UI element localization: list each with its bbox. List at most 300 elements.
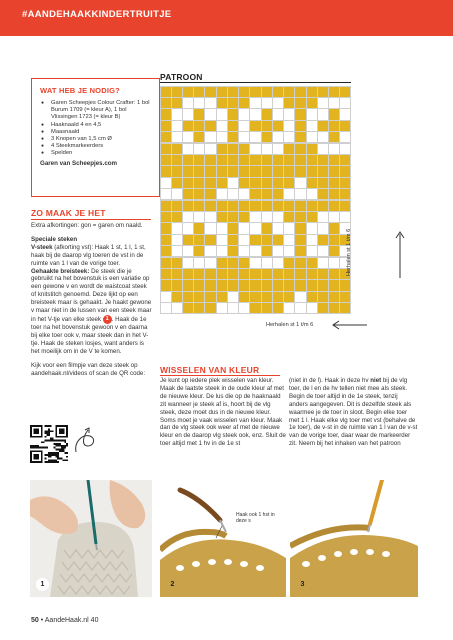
pattern-cell [194, 166, 204, 176]
pattern-cell [340, 212, 350, 222]
pattern-cell [273, 246, 283, 256]
pattern-cell [307, 292, 317, 302]
pattern-cell [217, 235, 227, 245]
pattern-cell [183, 121, 193, 131]
pattern-cell [295, 155, 305, 165]
pattern-cell [262, 303, 272, 313]
pattern-cell [228, 98, 238, 108]
pattern-cell [172, 132, 182, 142]
pattern-cell [295, 280, 305, 290]
pattern-cell [194, 87, 204, 97]
pattern-cell [273, 269, 283, 279]
pattern-cell [273, 155, 283, 165]
pattern-cell [340, 87, 350, 97]
pattern-cell [172, 235, 182, 245]
pattern-cell [228, 269, 238, 279]
materials-title: WAT HEB JE NODIG? [40, 86, 120, 95]
pattern-cell [295, 303, 305, 313]
pattern-cell [194, 155, 204, 165]
pattern-cell [217, 212, 227, 222]
color-change-col1: Je kunt op iedere plek wisselen van kleur. Maak de laatste steek in de oude kleur af met de nieuwe kleur. De lus die op de haaknaald zit wanneer je steek af is, hoort bij de vlg steek, deze moet dus in de nieuwe kleur. Soms moet je vaak wisselen van kleur. Maak dan de vlg steek ook weer af met de nieuwe kleur en de daarop vlg steek ook, enz. Sluit de toer altijd met 1 hv in de 1e st [160, 377, 286, 448]
materials-brand: Garen van Scheepjes.com [40, 159, 118, 167]
pattern-cell [273, 258, 283, 268]
pattern-cell [329, 201, 339, 211]
pattern-cell [329, 166, 339, 176]
pattern-cell [262, 280, 272, 290]
pattern-cell [295, 246, 305, 256]
pattern-cell [262, 235, 272, 245]
pattern-cell [228, 280, 238, 290]
pattern-cell [284, 189, 294, 199]
pattern-cell [172, 303, 182, 313]
pattern-cell [295, 292, 305, 302]
pattern-cell [307, 235, 317, 245]
pattern-cell [239, 166, 249, 176]
pattern-cell [273, 109, 283, 119]
pattern-cell [250, 280, 260, 290]
pattern-cell [307, 155, 317, 165]
pattern-cell [307, 121, 317, 131]
pattern-cell [284, 212, 294, 222]
pattern-cell [318, 189, 328, 199]
pattern-cell [239, 280, 249, 290]
pattern-cell [273, 223, 283, 233]
pattern-cell [183, 258, 193, 268]
pattern-cell [205, 292, 215, 302]
pattern-cell [250, 189, 260, 199]
list-item: ● Spelden [40, 150, 153, 157]
pattern-cell [205, 109, 215, 119]
pattern-cell [273, 166, 283, 176]
pattern-cell [183, 189, 193, 199]
pattern-cell [329, 269, 339, 279]
pattern-cell [183, 223, 193, 233]
pattern-cell [217, 98, 227, 108]
pattern-cell [194, 189, 204, 199]
pattern-cell [307, 144, 317, 154]
pattern-cell [161, 132, 171, 142]
how-to-text [31, 222, 153, 377]
vsteek-label: V-steek [31, 243, 53, 251]
how-to-divider [31, 219, 151, 220]
video-paragraph: Kijk voor een filmpje van deze steek op aandehaak.nl/videos of scan de QR code: [31, 361, 146, 377]
pattern-cell [205, 166, 215, 176]
pattern-cell [194, 109, 204, 119]
pattern-cell [217, 132, 227, 142]
pattern-cell [284, 109, 294, 119]
pattern-cell [262, 144, 272, 154]
pattern-cell [262, 132, 272, 142]
pattern-cell [161, 178, 171, 188]
pattern-cell [284, 144, 294, 154]
pattern-cell [250, 144, 260, 154]
photo-2 [160, 480, 286, 597]
pattern-cell [217, 303, 227, 313]
pattern-cell [228, 166, 238, 176]
pattern-cell [172, 178, 182, 188]
pattern-cell [340, 144, 350, 154]
pattern-cell [161, 246, 171, 256]
pattern-cell [329, 87, 339, 97]
pattern-cell [295, 166, 305, 176]
pattern-cell [161, 303, 171, 313]
pattern-cell [318, 166, 328, 176]
pattern-cell [183, 246, 193, 256]
pattern-cell [161, 223, 171, 233]
pattern-cell [262, 258, 272, 268]
pattern-cell [250, 212, 260, 222]
pattern-cell [329, 178, 339, 188]
photo-3-number: 3 [300, 581, 305, 588]
pattern-cell [172, 189, 182, 199]
pattern-cell [228, 258, 238, 268]
pattern-cell [239, 292, 249, 302]
pattern-cell [307, 223, 317, 233]
pattern-cell [183, 166, 193, 176]
pattern-cell [217, 246, 227, 256]
pattern-cell [318, 121, 328, 131]
pattern-cell [329, 246, 339, 256]
pattern-cell [217, 280, 227, 290]
pattern-cell [262, 98, 272, 108]
pattern-cell [239, 132, 249, 142]
color-change-divider [160, 375, 280, 376]
pattern-cell [262, 155, 272, 165]
pattern-cell [273, 235, 283, 245]
pattern-cell [295, 109, 305, 119]
photo-1-illustration [30, 480, 152, 597]
pattern-cell [194, 235, 204, 245]
pattern-cell [239, 121, 249, 131]
pattern-cell [340, 155, 350, 165]
pattern-cell [205, 155, 215, 165]
pattern-cell [262, 269, 272, 279]
pattern-cell [239, 189, 249, 199]
vsteek-paragraph [31, 244, 153, 268]
pattern-cell [273, 178, 283, 188]
pattern-cell [329, 144, 339, 154]
pattern-cell [228, 223, 238, 233]
pattern-cell [250, 178, 260, 188]
pattern-cell [318, 246, 328, 256]
qr-code-icon[interactable] [30, 425, 68, 463]
pattern-cell [318, 235, 328, 245]
pattern-cell [284, 166, 294, 176]
pattern-cell [161, 121, 171, 131]
pattern-cell [273, 98, 283, 108]
pattern-cell [307, 212, 317, 222]
photo-2-note: Haak ook 1 hst in deze s [236, 512, 275, 524]
col2-text-a: (niet in de l). Haak in deze hv [289, 377, 371, 384]
pattern-cell [284, 235, 294, 245]
pattern-cell [307, 269, 317, 279]
pattern-cell [194, 292, 204, 302]
pattern-cell [295, 132, 305, 142]
pattern-cell [284, 201, 294, 211]
pattern-cell [239, 109, 249, 119]
pattern-cell [262, 109, 272, 119]
pattern-cell [205, 189, 215, 199]
pattern-cell [318, 132, 328, 142]
pattern-cell [228, 292, 238, 302]
pattern-cell [284, 223, 294, 233]
pattern-cell [340, 189, 350, 199]
pattern-cell [318, 269, 328, 279]
pattern-cell [194, 98, 204, 108]
pattern-cell [239, 212, 249, 222]
pattern-cell [340, 201, 350, 211]
pattern-cell [194, 280, 204, 290]
pattern-cell [161, 166, 171, 176]
list-item: ● Maasnaald [40, 129, 153, 136]
pattern-cell [217, 155, 227, 165]
pattern-cell [217, 109, 227, 119]
pattern-cell [273, 87, 283, 97]
pattern-cell [183, 201, 193, 211]
pattern-cell [284, 155, 294, 165]
pattern-cell [228, 189, 238, 199]
pattern-cell [262, 166, 272, 176]
pattern-cell [239, 258, 249, 268]
pattern-cell [228, 109, 238, 119]
pattern-cell [217, 87, 227, 97]
pattern-cell [183, 303, 193, 313]
pattern-cell [262, 246, 272, 256]
pattern-cell [194, 303, 204, 313]
pattern-cell [194, 178, 204, 188]
pattern-cell [205, 212, 215, 222]
pattern-cell [262, 121, 272, 131]
pattern-cell [228, 121, 238, 131]
pattern-cell [205, 258, 215, 268]
col2-bold: niet [370, 377, 382, 384]
pattern-chart [160, 86, 351, 314]
pattern-cell [284, 269, 294, 279]
pattern-cell [295, 189, 305, 199]
pattern-cell [329, 121, 339, 131]
pattern-cell [318, 155, 328, 165]
pattern-cell [172, 144, 182, 154]
pattern-cell [217, 178, 227, 188]
pattern-cell [340, 132, 350, 142]
pattern-cell [239, 235, 249, 245]
pattern-cell [318, 258, 328, 268]
arrow-up-icon [395, 230, 405, 280]
pattern-cell [329, 155, 339, 165]
pattern-cell [295, 223, 305, 233]
pattern-cell [307, 98, 317, 108]
color-change-title: WISSELEN VAN KLEUR [160, 365, 260, 375]
pattern-cell [172, 166, 182, 176]
photo-3 [290, 480, 418, 597]
pattern-cell [273, 121, 283, 131]
pattern-cell [217, 121, 227, 131]
list-item: ● Garen Scheepjes Colour Crafter: 1 bol Burum 1709 (= kleur A), 1 bol Vlissingen 1723 (= kleur B) [40, 100, 153, 122]
pattern-cell [217, 166, 227, 176]
pattern-cell [284, 132, 294, 142]
pattern-cell [217, 144, 227, 154]
pattern-divider [160, 82, 351, 83]
pattern-cell [273, 189, 283, 199]
pattern-cell [250, 132, 260, 142]
pattern-cell [217, 223, 227, 233]
pattern-cell [205, 144, 215, 154]
vsteek-text: (afkorting vst): Haak 1 st, 1 l, 1 st, haak bij de daarop vlg toeren de vst in de ruimte van 1 l van de vorige toer. [31, 243, 146, 267]
pattern-cell [194, 144, 204, 154]
materials-list [40, 100, 153, 158]
pattern-cell [284, 258, 294, 268]
col2-text-b: bij de vlg toer, de l en de hv tellen niet mee als steek. Begin de toer altijd in de 1e steek, tenzij anders aangegeven. Dit is dezelfde steek als waarmee je de toer in sloot. Begin elke toer met 1 l. Haak elke vlg toer met vst (behalve de 1e toer), de v-st in de ruimte van 1 l van de v-st van de vorige toer, daar waar de markeerder zit. Neem bij het inhaken van het patroon [289, 377, 418, 448]
pattern-cell [250, 223, 260, 233]
pattern-cell [340, 178, 350, 188]
pattern-cell [161, 280, 171, 290]
pattern-cell [329, 303, 339, 313]
pattern-cell [183, 98, 193, 108]
pattern-cell [205, 280, 215, 290]
pattern-cell [307, 303, 317, 313]
pattern-cell [217, 189, 227, 199]
pattern-cell [228, 155, 238, 165]
pattern-cell [262, 292, 272, 302]
pattern-cell [307, 132, 317, 142]
pattern-cell [273, 303, 283, 313]
pattern-cell [239, 246, 249, 256]
pattern-cell [307, 109, 317, 119]
pattern-cell [295, 212, 305, 222]
pattern-cell [250, 109, 260, 119]
footer-bullet: • [40, 617, 44, 624]
pattern-cell [284, 280, 294, 290]
page-number: 50 [31, 617, 39, 624]
pattern-cell [284, 292, 294, 302]
pattern-cell [307, 87, 317, 97]
materials-box [31, 78, 160, 197]
pattern-cell [262, 223, 272, 233]
pattern-cell [228, 246, 238, 256]
pattern-cell [172, 258, 182, 268]
gehaakt-text-2: . Haak de 1e toer na het bovenstuk gewoon v en daarna bij elke toer ook v, maar steek dan in het V-tje. Haak de steken losjes, want anders is het moeilijk om in de V te komen. [31, 316, 149, 355]
pattern-cell [295, 178, 305, 188]
pattern-cell [273, 132, 283, 142]
pattern-cell [318, 144, 328, 154]
pattern-cell [228, 144, 238, 154]
photo-ref-badge: 1 [103, 315, 112, 324]
pattern-cell [318, 212, 328, 222]
pattern-cell [273, 144, 283, 154]
pattern-cell [250, 121, 260, 131]
pattern-cell [194, 201, 204, 211]
pattern-cell [194, 121, 204, 131]
pattern-cell [228, 87, 238, 97]
pattern-cell [183, 269, 193, 279]
photo-3-illustration [290, 480, 418, 597]
pattern-cell [329, 98, 339, 108]
pattern-cell [329, 292, 339, 302]
pattern-cell [239, 178, 249, 188]
pattern-cell [250, 303, 260, 313]
pattern-cell [183, 292, 193, 302]
pattern-cell [172, 121, 182, 131]
pattern-cell [183, 109, 193, 119]
footer-site: AandeHaak.nl 40 [44, 617, 99, 624]
pattern-cell [205, 178, 215, 188]
pattern-cell [318, 303, 328, 313]
pattern-cell [284, 178, 294, 188]
pattern-cell [307, 189, 317, 199]
pattern-cell [228, 303, 238, 313]
photo-2-number: 2 [170, 581, 175, 588]
pattern-title: PATROON [160, 72, 203, 82]
pattern-cell [228, 212, 238, 222]
pattern-cell [284, 246, 294, 256]
repeat-horizontal-label: Herhalen st 1 t/m 6 [266, 322, 314, 328]
pattern-cell [161, 87, 171, 97]
pattern-cell [295, 269, 305, 279]
pattern-cell [172, 246, 182, 256]
pattern-cell [318, 292, 328, 302]
pattern-cell [228, 178, 238, 188]
pattern-cell [183, 280, 193, 290]
pattern-cell [340, 121, 350, 131]
pattern-cell [161, 292, 171, 302]
pattern-cell [329, 212, 339, 222]
pattern-cell [205, 235, 215, 245]
pattern-cell [250, 98, 260, 108]
pattern-cell [217, 292, 227, 302]
pattern-cell [340, 166, 350, 176]
list-item: ● 4 Steekmarkeerders [40, 143, 153, 150]
pattern-cell [239, 303, 249, 313]
pattern-cell [295, 98, 305, 108]
pattern-cell [172, 155, 182, 165]
pattern-cell [262, 178, 272, 188]
pattern-cell [295, 144, 305, 154]
pattern-cell [340, 292, 350, 302]
pattern-cell [161, 144, 171, 154]
pattern-cell [307, 258, 317, 268]
pattern-cell [194, 212, 204, 222]
pattern-cell [284, 98, 294, 108]
gehaakt-label: Gehaakte breisteek: [31, 267, 90, 275]
photo-1-number: 1 [36, 578, 49, 591]
pattern-cell [284, 303, 294, 313]
pattern-cell [329, 280, 339, 290]
pattern-cell [295, 201, 305, 211]
pattern-cell [239, 98, 249, 108]
pattern-cell [262, 212, 272, 222]
pattern-cell [273, 212, 283, 222]
how-to-title: ZO MAAK JE HET [31, 208, 106, 218]
pattern-cell [205, 223, 215, 233]
pattern-cell [217, 269, 227, 279]
pattern-cell [307, 201, 317, 211]
pattern-cell [228, 132, 238, 142]
pattern-cell [239, 223, 249, 233]
pattern-cell [194, 223, 204, 233]
pattern-cell [318, 178, 328, 188]
pattern-cell [307, 246, 317, 256]
pattern-cell [194, 269, 204, 279]
photo-1 [30, 480, 152, 597]
list-item: ● 3 Knopen van 1,5 cm Ø [40, 136, 153, 143]
pattern-cell [161, 235, 171, 245]
pattern-cell [250, 201, 260, 211]
pattern-cell [161, 98, 171, 108]
pattern-cell [329, 258, 339, 268]
pattern-cell [172, 212, 182, 222]
pattern-cell [307, 178, 317, 188]
pattern-cell [273, 201, 283, 211]
